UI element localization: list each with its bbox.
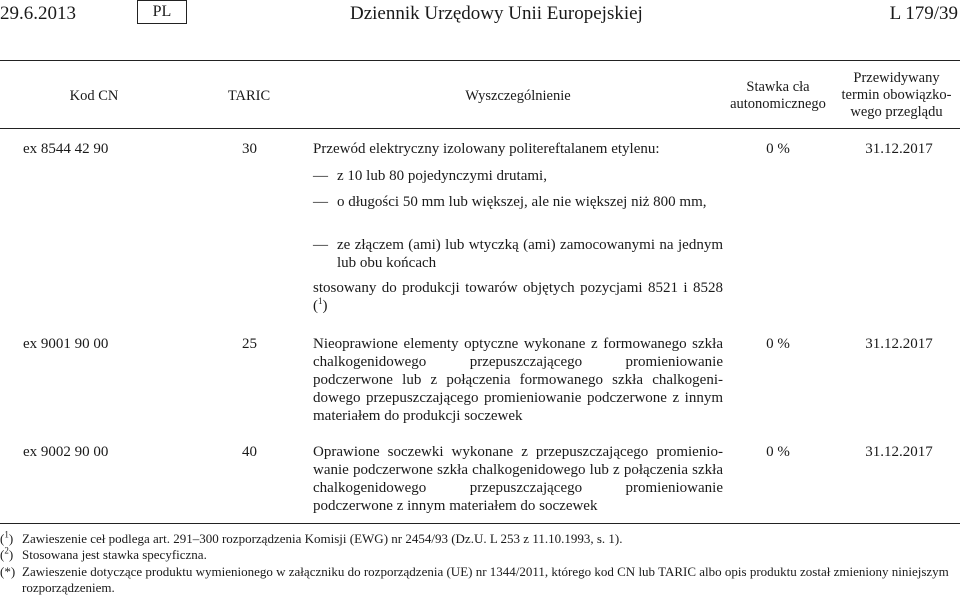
dash-mark: —: [313, 168, 328, 184]
column-header-rate: [723, 79, 833, 113]
indent-text: ze złączem (ami) lub wtyczką (ami) zamocowanymi na jednym lub obu końcach: [337, 237, 723, 271]
review-date: 31.12.2017: [865, 444, 933, 460]
footnote-number: 1: [4, 529, 9, 540]
cn-code: ex 8544 42 90: [23, 141, 109, 157]
footnote-marker: 1: [318, 296, 323, 306]
taric-code: 25: [242, 336, 257, 352]
footnote-ref: ($^1$): [0, 529, 14, 546]
footnote-text: Stosowana jest stawka specyficzna.: [22, 547, 207, 562]
product-description: Oprawione soczewki wykonane z przepuszczającego promieniowanie podczerwone szkła chalkogenidowego lub z połączenia szkła chalkogenidowego przepuszczającego promieniowanie podczerwone z innym materiałem do soczewek: [313, 444, 723, 514]
dash-mark: —: [313, 194, 328, 210]
column-header-term-line1: Przewidywany: [853, 70, 940, 86]
column-header-rate-line1: Stawka cła: [746, 79, 810, 95]
table-top-rule: [0, 60, 960, 61]
product-description: Przewód elektryczny izolowany politereftalanem etylenu:: [313, 141, 660, 157]
duty-rate: 0 %: [766, 336, 790, 352]
table-bottom-rule: [0, 523, 960, 524]
cn-code: ex 9001 90 00: [23, 336, 109, 352]
column-header-taric: TARIC: [227, 88, 271, 104]
journal-title: Dziennik Urzędowy Unii Europejskiej: [350, 3, 643, 24]
description-indent: [313, 193, 723, 211]
column-header-description: Wyszczególnienie: [465, 88, 571, 104]
duty-rate: 0 %: [766, 141, 790, 157]
duty-rate: 0 %: [766, 444, 790, 460]
footnote-text: Zawieszenie ceł podlega art. 291–300 rozporządzenia Komisji (EWG) nr 2454/93 (Dz.U. L 253 z 11.10.1993, s. 1).: [22, 531, 623, 546]
cn-code: ex 9002 90 00: [23, 444, 109, 460]
footnote-number: 2: [4, 545, 9, 556]
footnote-ref: (*): [0, 564, 16, 579]
taric-code: 30: [242, 141, 257, 157]
dash-mark: —: [313, 237, 328, 253]
footnote: [0, 531, 960, 547]
column-header-rate-line2: autonomicznego: [730, 96, 826, 112]
publication-date: 29.6.2013: [0, 3, 76, 24]
column-header-review-term: [833, 70, 960, 121]
column-header-cn: Kod CN: [69, 88, 119, 104]
indent-text: o długości 50 mm lub większej, ale nie większej niż 800 mm,: [337, 194, 707, 210]
description-indent: [313, 167, 723, 185]
footnote-number: *: [4, 564, 11, 579]
page-header: [0, 0, 960, 30]
footnote: [0, 547, 960, 563]
description-usage: [313, 279, 723, 315]
header-bottom-rule: [0, 128, 960, 129]
review-date: 31.12.2017: [865, 336, 933, 352]
description-indent: [313, 236, 723, 272]
footnote-text: Zawieszenie dotyczące produktu wymienionego w załączniku do rozporządzenia (UE) nr 1344/2011, którego kod CN lub TARIC albo opis produktu został zmieniony niniejszym rozporządzeniem.: [22, 564, 949, 595]
taric-code: 40: [242, 444, 257, 460]
usage-text-end: ): [322, 298, 328, 314]
product-description: Nieoprawione elementy optyczne wykonane z formowanego szkła chalkogenidowego przepuszczającego promieniowanie podczerwone lub z połączenia formowanego szkła chalkogenidowego przepuszczającego promieniowanie podczerwone z innym materiałem do produkcji soczewek: [313, 336, 723, 424]
footnote-ref: ($^2$): [0, 545, 14, 562]
page-reference: L 179/39: [889, 3, 958, 24]
review-date: 31.12.2017: [865, 141, 933, 157]
footnote: [0, 564, 960, 596]
column-header-term-line3: wego przeglądu: [850, 104, 943, 120]
language-badge: PL: [137, 0, 187, 24]
usage-text: stosowany do produkcji towarów objętych pozycjami 8521 i 8528 (: [313, 280, 723, 314]
column-header-term-line2: termin obowiązko-: [841, 87, 952, 103]
indent-text: z 10 lub 80 pojedynczymi drutami,: [337, 168, 547, 184]
